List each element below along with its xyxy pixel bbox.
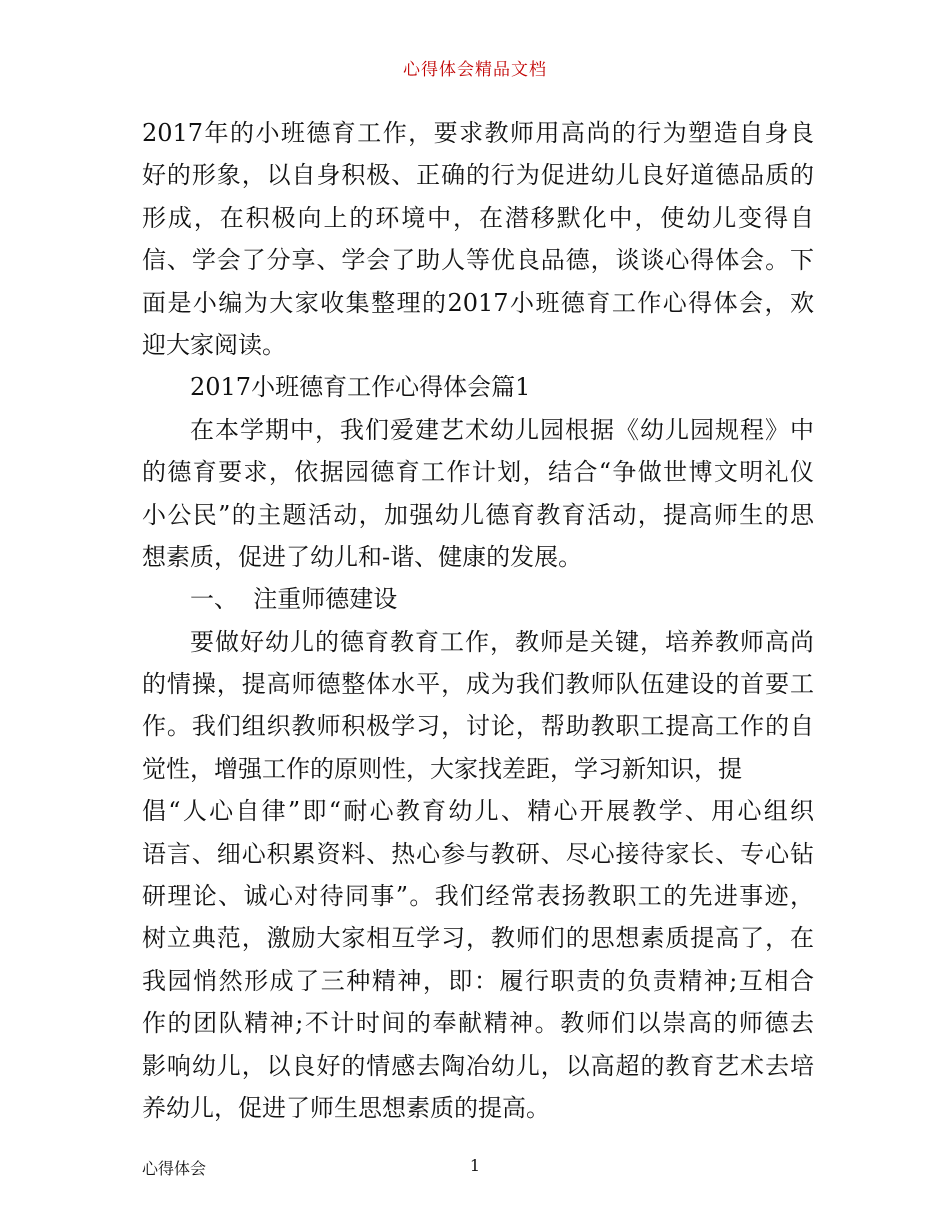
footer-label: 心得体会 — [142, 1159, 207, 1178]
paragraph-line: 信、学会了分享、学会了助人等优良品德，谈谈心得体会。下 — [142, 246, 814, 275]
paragraph-line: 作。我们组织教师积极学习，讨论，帮助教职工提高工作的自 — [142, 712, 814, 741]
paragraph-line: 迎大家阅读。 — [142, 330, 286, 359]
paragraph-line: 影响幼儿，以良好的情感去陶冶幼儿，以高超的教育艺术去培 — [142, 1051, 814, 1080]
paragraph-line: 形成，在积极向上的环境中，在潜移默化中，使幼儿变得自 — [142, 203, 814, 232]
paragraph-line: 我园悄然形成了三种精神，即：履行职责的负责精神;互相合 — [142, 966, 814, 995]
paragraph-line: 小公民”的主题活动，加强幼儿德育教育活动，提高师生的思 — [142, 500, 814, 529]
paragraph-line: 倡“人心自律”即“耐心教育幼儿、精心开展教学、用心组织 — [142, 797, 814, 826]
paragraph-line: 好的形象，以自身积极、正确的行为促进幼儿良好道德品质的 — [142, 161, 814, 190]
paragraph-line: 2017年的小班德育工作，要求教师用高尚的行为塑造自身良 — [142, 119, 814, 147]
section-title: 2017小班德育工作心得体会篇1 — [190, 373, 531, 402]
page-number: 1 — [469, 1156, 481, 1175]
paragraph-line: 研理论、诚心对待同事”。我们经常表扬教职工的先进事迹， — [142, 882, 814, 911]
paragraph-line: 作的团队精神;不计时间的奉献精神。教师们以崇高的师德去 — [142, 1009, 814, 1038]
document-header: 心得体会精品文档 — [403, 60, 547, 80]
document-body — [142, 112, 814, 1129]
paragraph-line: 觉性，增强工作的原则性，大家找差距，学习新知识，提 — [142, 754, 742, 783]
section-heading: 一、 注重师德建设 — [190, 585, 398, 614]
paragraph-line: 的情操，提高师德整体水平，成为我们教师队伍建设的首要工 — [142, 670, 814, 699]
paragraph-line: 树立典范，激励大家相互学习，教师们的思想素质提高了，在 — [142, 924, 814, 953]
paragraph-line: 在本学期中，我们爱建艺术幼儿园根据《幼儿园规程》中 — [190, 415, 814, 444]
paragraph-line: 的德育要求，依据园德育工作计划，结合“争做世博文明礼仪 — [142, 458, 814, 487]
paragraph-line: 面是小编为大家收集整理的2017小班德育工作心得体会，欢 — [142, 288, 814, 317]
paragraph-line: 要做好幼儿的德育教育工作，教师是关键，培养教师高尚 — [190, 627, 814, 656]
paragraph-line: 养幼儿，促进了师生思想素质的提高。 — [142, 1093, 550, 1122]
paragraph-line: 语言、细心积累资料、热心参与教研、尽心接待家长、专心钻 — [142, 839, 814, 868]
paragraph-line: 想素质，促进了幼儿和-谐、健康的发展。 — [142, 542, 583, 571]
